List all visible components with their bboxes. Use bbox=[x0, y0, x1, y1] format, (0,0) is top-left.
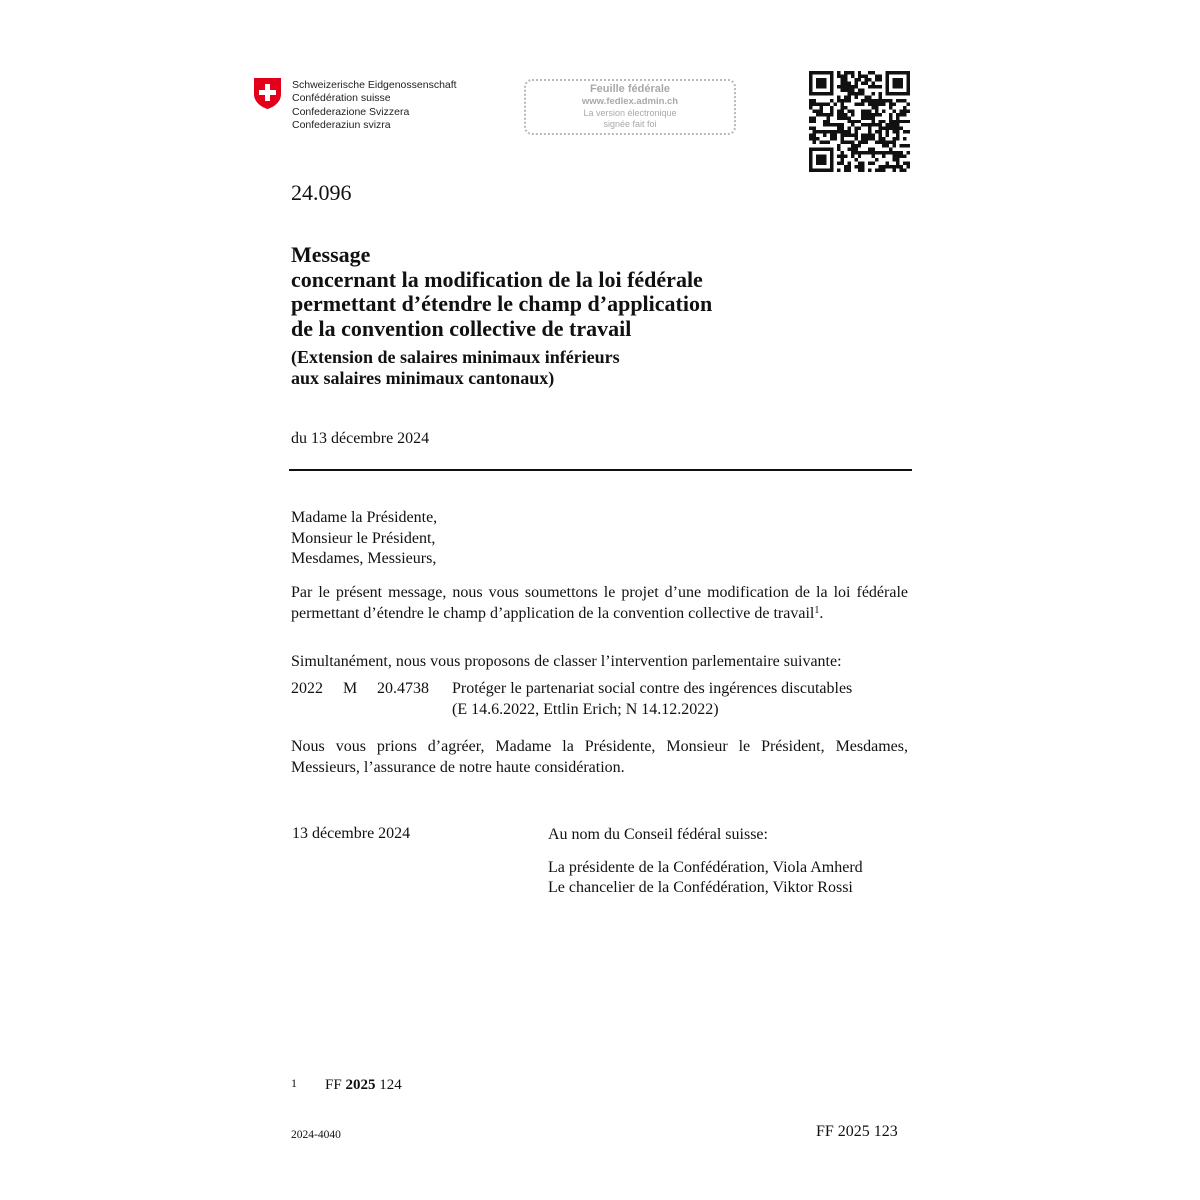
footnote-text bbox=[325, 1077, 402, 1094]
intervention-type: M bbox=[343, 680, 358, 697]
signature-chancellor: Le chancelier de la Confédération, Viktor Rossi bbox=[548, 879, 853, 896]
closing-paragraph: Nous vous prions d’agréer, Madame la Présidente, Monsieur le Président, Mesdames, Messieurs, l’assurance de notre haute considération. bbox=[291, 738, 908, 776]
salutation bbox=[291, 508, 437, 570]
confederation-name bbox=[292, 79, 457, 132]
signature-president: La présidente de la Confédération, Viola Amherd bbox=[548, 858, 863, 876]
confederation-line: Confédération suisse bbox=[292, 92, 391, 105]
qr-code-icon bbox=[809, 71, 910, 172]
subtitle-line: (Extension de salaires minimaux inférieurs bbox=[291, 347, 620, 367]
signature-block bbox=[548, 825, 863, 899]
electronic-signature-stamp bbox=[524, 79, 736, 135]
title-line: permettant d’étendre le champ d’application bbox=[291, 291, 713, 316]
document-date: du 13 décembre 2024 bbox=[291, 430, 430, 447]
salutation-line: Mesdames, Messieurs, bbox=[291, 550, 437, 567]
proposal-paragraph: Simultanément, nous vous proposons de classer l’intervention parlementaire suivante: bbox=[291, 653, 842, 670]
document-subtitle bbox=[291, 347, 620, 389]
subtitle-line: aux salaires minimaux cantonaux) bbox=[291, 368, 555, 388]
title-line: Message bbox=[291, 242, 371, 267]
title-line: de la convention collective de travail bbox=[291, 315, 632, 341]
document-reference: 2024-4040 bbox=[291, 1129, 341, 1141]
stamp-url: www.fedlex.admin.ch bbox=[581, 96, 679, 107]
intro-text-end: . bbox=[819, 604, 824, 622]
salutation-line: Monsieur le Président, bbox=[291, 529, 436, 547]
stamp-line: signée fait foi bbox=[603, 119, 657, 129]
intervention-title: Protéger le partenariat social contre des ingérences discutables bbox=[452, 680, 853, 697]
intervention-number: 20.4738 bbox=[377, 680, 429, 697]
signature-on-behalf: Au nom du Conseil fédéral suisse: bbox=[548, 826, 768, 843]
confederation-line: Confederazione Svizzera bbox=[292, 105, 410, 118]
page-reference: FF 2025 123 bbox=[816, 1123, 898, 1140]
divider bbox=[289, 469, 912, 471]
document-title bbox=[291, 243, 712, 341]
footnote-number: 1 bbox=[291, 1076, 297, 1090]
salutation-line: Madame la Présidente, bbox=[291, 509, 438, 526]
swiss-shield-icon bbox=[253, 77, 282, 110]
footnote-page: 124 bbox=[379, 1077, 402, 1093]
confederation-line: Schweizerische Eidgenossenschaft bbox=[292, 79, 457, 91]
document-number: 24.096 bbox=[291, 180, 352, 205]
footnote-prefix: FF bbox=[325, 1077, 342, 1093]
intervention-description bbox=[452, 679, 852, 720]
intro-text: Par le présent message, nous vous soumettons le projet d’une modification de la loi fédérale permettant d’étendre le champ d’application de la convention collective de travail bbox=[291, 584, 908, 622]
stamp-title: Feuille fédérale bbox=[589, 83, 671, 95]
intro-paragraph bbox=[291, 583, 908, 624]
signature-date: 13 décembre 2024 bbox=[292, 825, 411, 842]
footnote-reference[interactable]: 1 bbox=[814, 604, 820, 616]
intervention-details: (E 14.6.2022, Ettlin Erich; N 14.12.2022) bbox=[452, 700, 719, 718]
intervention-year: 2022 bbox=[291, 680, 323, 697]
stamp-line: La version électronique bbox=[583, 108, 677, 118]
title-line: concernant la modification de la loi fédérale bbox=[291, 266, 703, 292]
footnote-year: 2025 bbox=[345, 1077, 376, 1093]
confederation-line: Confederaziun svizra bbox=[292, 118, 391, 131]
